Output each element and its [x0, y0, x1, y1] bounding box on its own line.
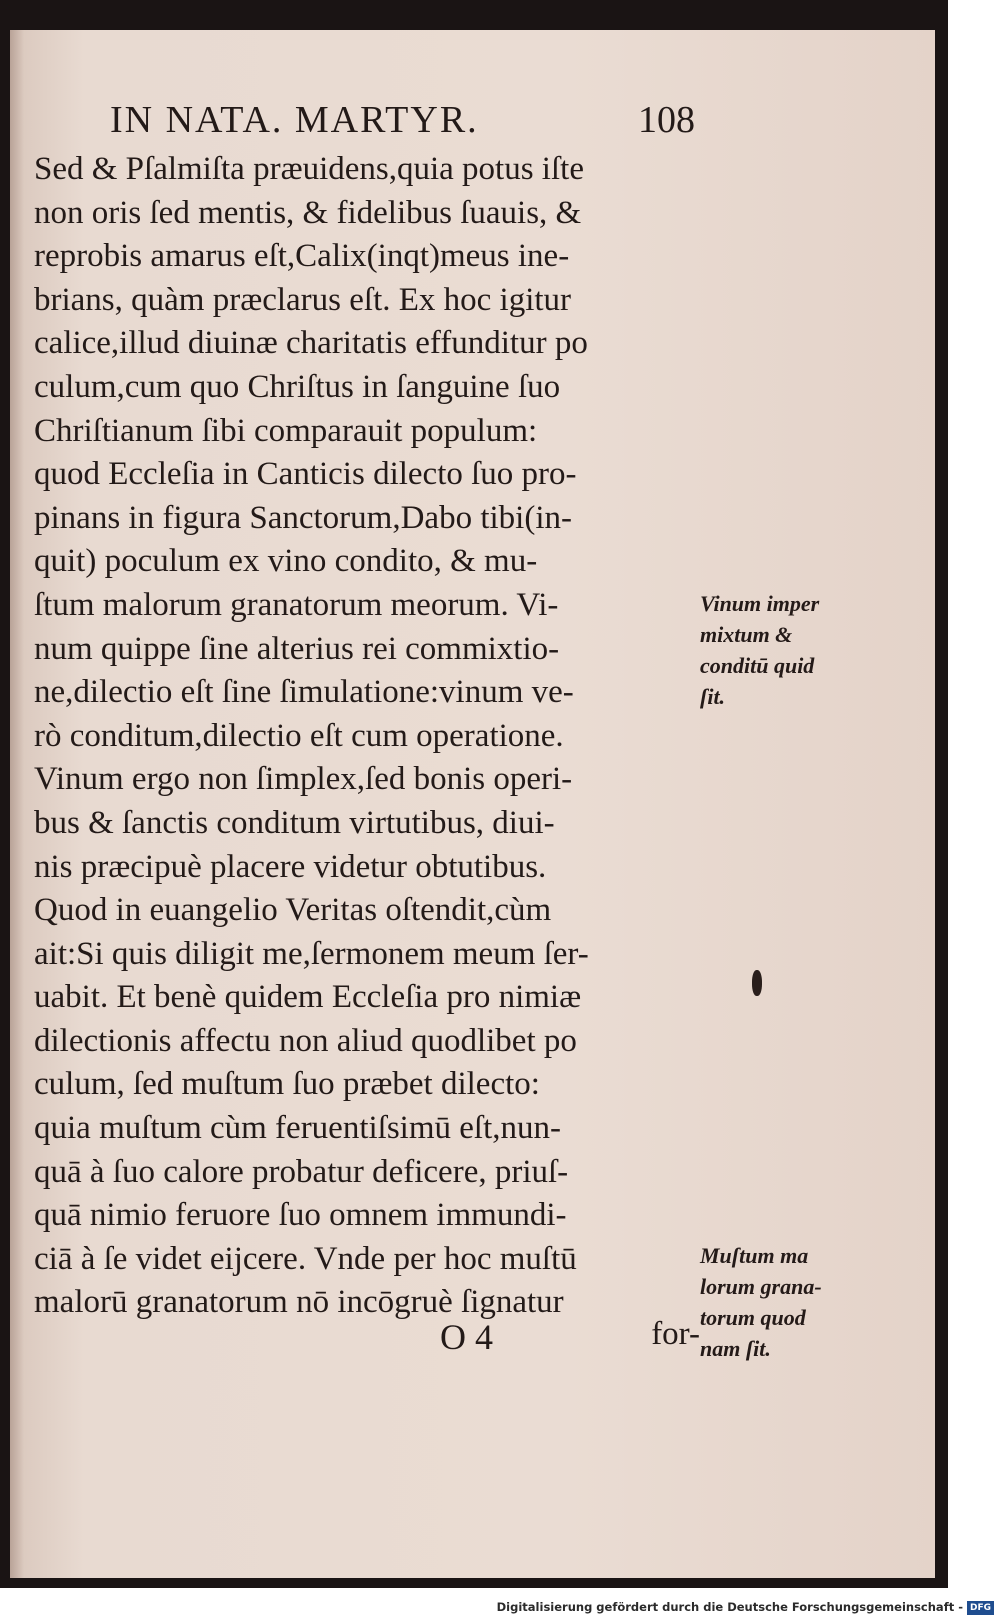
text-line: quia muſtum cùm feruentiſsimū eſt,nun-: [34, 1110, 561, 1147]
text-line: culum,cum quo Chriſtus in ſanguine ſuo: [34, 368, 561, 405]
text-line: ne,dilectio eſt ſine ſimulatione:vinum ve-: [34, 674, 574, 711]
ink-blot: [752, 970, 762, 996]
text-line: quod Eccleſia in Canticis dilecto ſuo pro-: [34, 456, 577, 493]
text-line: pinans in figura Sanctorum,Dabo tibi(in-: [34, 499, 572, 536]
running-head: IN NATA. MARTYR.: [110, 99, 479, 141]
page-number: 108: [638, 99, 695, 141]
text-line: Vinum ergo non ſimplex,ſed bonis operi-: [34, 761, 573, 798]
digitization-credit: [497, 1600, 994, 1618]
text-line: Quod in euangelio Veritas oſtendit,cùm: [34, 892, 552, 929]
dfg-logo: DFG: [967, 1601, 994, 1615]
text-line: num quippe ſine alterius rei commixtio-: [34, 630, 560, 667]
text-line: bus & ſanctis conditum virtutibus, diui-: [34, 804, 555, 841]
text-line: ciā à ſe videt eijcere. Vnde per hoc muſtū: [34, 1240, 577, 1277]
credit-text: Digitalisierung gefördert durch die Deutsche Forschungsgemeinschaft -: [496, 1600, 963, 1614]
text-line: nis præcipuè placere videtur obtutibus.: [34, 848, 547, 885]
marginal-note-line: mixtum &: [700, 622, 793, 647]
marginal-note-line: Vinum imper: [700, 591, 820, 616]
text-line: dilectionis affectu non aliud quodlibet po: [34, 1022, 577, 1059]
page-footer-marks: [440, 1316, 700, 1360]
text-line: ſtum malorum granatorum meorum. Vi-: [34, 586, 559, 623]
marginal-note-line: lorum grana-: [700, 1274, 822, 1299]
marginal-note-line: conditū quid: [700, 653, 815, 678]
text-line: reprobis amarus eſt,Calix(inqt)meus ine-: [34, 238, 570, 275]
marginal-note-line: Muſtum ma: [700, 1243, 809, 1268]
marginal-note-line: torum quod: [700, 1305, 806, 1330]
page-gutter-shadow: [10, 30, 24, 1578]
main-text-block: [34, 148, 704, 1325]
marginal-note-2: [700, 1240, 860, 1364]
text-line: calice,illud diuinæ charitatis effunditur po: [34, 325, 588, 362]
text-line: quit) poculum ex vino condito, & mu-: [34, 543, 538, 580]
text-line: culum, ſed muſtum ſuo præbet dilecto:: [34, 1066, 540, 1103]
text-line: uabit. Et benè quidem Eccleſia pro nimiæ: [34, 979, 582, 1016]
text-line: Sed & Pſalmiſta præuidens,quia potus iſte: [34, 151, 584, 187]
catchword: for-: [651, 1316, 700, 1352]
signature-mark: O 4: [440, 1317, 493, 1357]
text-line: non oris ſed mentis, & fidelibus ſuauis, &: [34, 194, 582, 231]
text-line: malorū granatorum nō incōgruè ſignatur: [34, 1284, 564, 1321]
marginal-note-line: nam ſit.: [700, 1336, 771, 1361]
marginal-note-line: ſit.: [700, 684, 726, 709]
text-line: quā nimio feruore ſuo omnem immundi-: [34, 1197, 567, 1234]
marginal-note-1: [700, 588, 860, 712]
text-line: rò conditum,dilectio eſt cum operatione.: [34, 717, 564, 754]
text-line: Chriſtianum ſibi comparauit populum:: [34, 412, 538, 449]
text-line: quā à ſuo calore probatur deficere, priuſ-: [34, 1153, 569, 1190]
text-line: ait:Si quis diligit me,ſermonem meum ſer-: [34, 935, 589, 972]
text-line: brians, quàm præclarus eſt. Ex hoc igitur: [34, 281, 572, 318]
page-header: [110, 98, 695, 148]
